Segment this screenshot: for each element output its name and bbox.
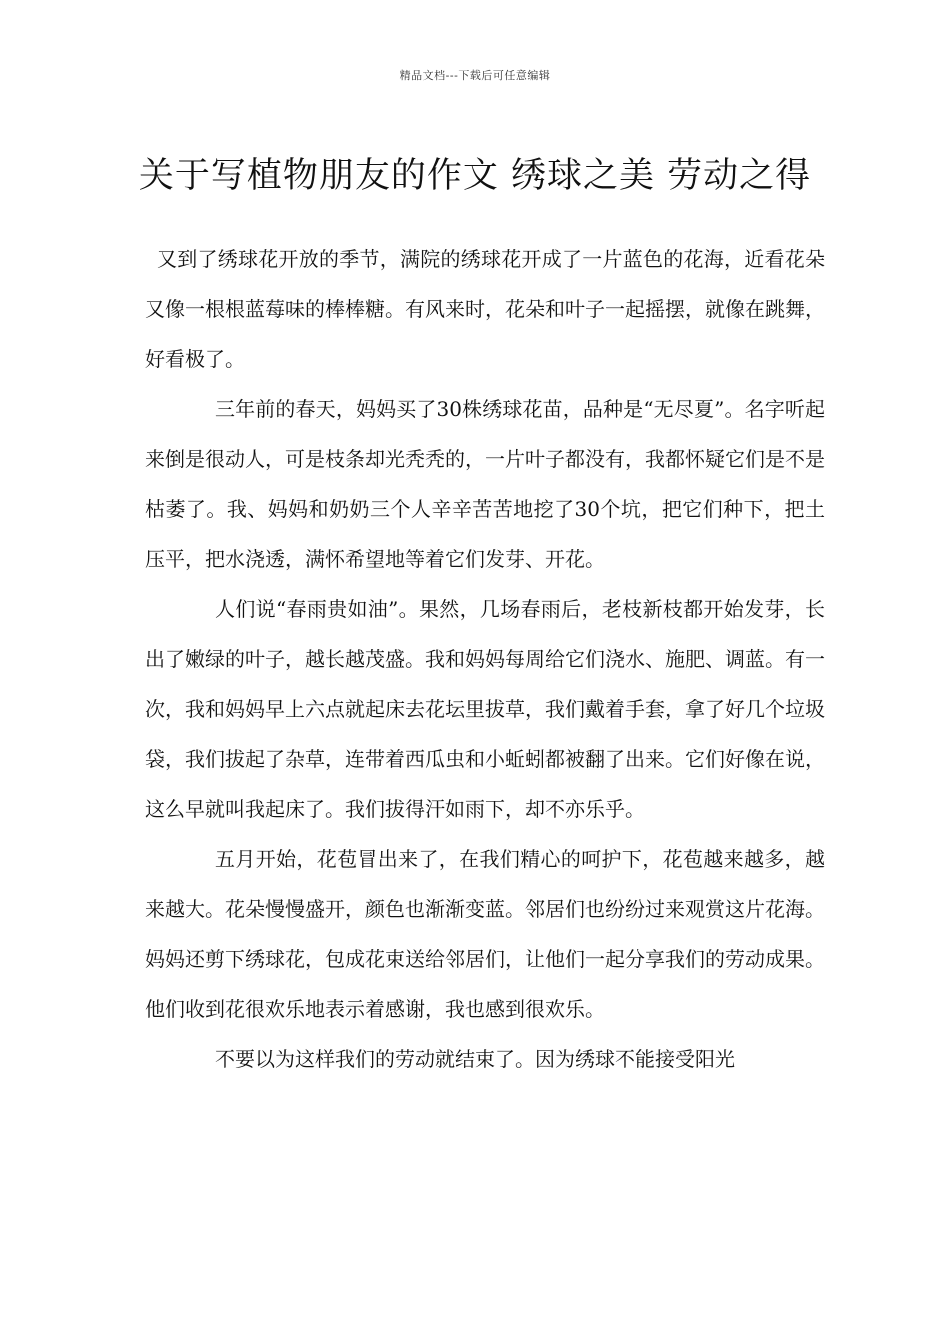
paragraph-1: 又到了绣球花开放的季节，满院的绣球花开成了一片蓝色的花海，近看花朵又像一根根蓝莓味的棒棒糖。有风来时，花朵和叶子一起摇摆，就像在跳舞，好看极了。 — [145, 247, 825, 371]
document-title: 关于写植物朋友的作文 绣球之美 劳动之得 — [138, 156, 812, 197]
paragraph-2: 三年前的春天，妈妈买了30株绣球花苗，品种是“无尽夏”。名字听起来倒是很动人，可是枝条却光秃秃的，一片叶子都没有，我都怀疑它们是不是枯萎了。我、妈妈和奶奶三个人辛辛苦苦地挖了30个坑，把它们种下，把土压平，把水浇透，满怀希望地等着它们发芽、开花。 — [145, 397, 825, 571]
paragraph-4: 五月开始，花苞冒出来了，在我们精心的呵护下，花苞越来越多，越来越大。花朵慢慢盛开，颜色也渐渐变蓝。邻居们也纷纷过来观赏这片花海。妈妈还剪下绣球花，包成花束送给邻居们，让他们一起分享我们的劳动成果。他们收到花很欢乐地表示着感谢，我也感到很欢乐。 — [145, 847, 825, 1021]
document-body — [145, 234, 825, 1084]
paragraph-5: 不要以为这样我们的劳动就结束了。因为绣球不能接受阳光 — [215, 1047, 735, 1071]
page-header: 精品文档---下载后可任意编辑 — [399, 69, 551, 82]
paragraph-3: 人们说“春雨贵如油”。果然，几场春雨后，老枝新枝都开始发芽，长出了嫩绿的叶子，越长越茂盛。我和妈妈每周给它们浇水、施肥、调蓝。有一次，我和妈妈早上六点就起床去花坛里拔草，我们戴着手套，拿了好几个垃圾袋，我们拔起了杂草，连带着西瓜虫和小蚯蚓都被翻了出来。它们好像在说，这么早就叫我起床了。我们拔得汗如雨下，却不亦乐乎。 — [145, 597, 825, 821]
